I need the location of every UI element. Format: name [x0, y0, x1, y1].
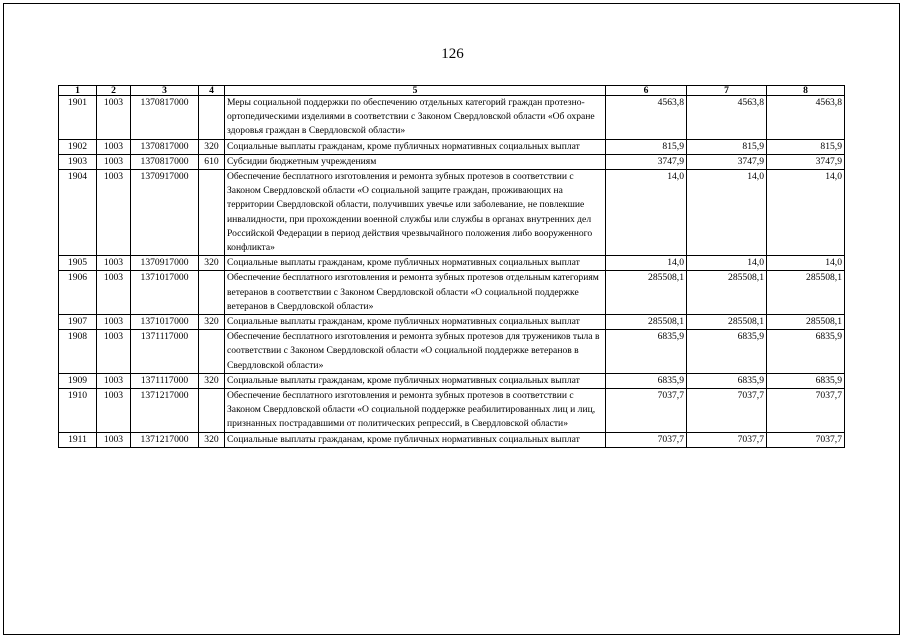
table-row — [59, 315, 845, 330]
amount-col-8: 7037,7 — [767, 389, 845, 433]
amount-col-7: 6835,9 — [687, 330, 767, 374]
amount-col-7: 14,0 — [687, 170, 767, 256]
expense-type-code — [199, 330, 225, 374]
table-row — [59, 256, 845, 271]
table-row — [59, 432, 845, 447]
amount-col-6: 3747,9 — [606, 154, 687, 169]
amount-col-6: 7037,7 — [606, 389, 687, 433]
column-header: 4 — [199, 86, 225, 96]
amount-col-7: 285508,1 — [687, 271, 767, 315]
amount-col-8: 6835,9 — [767, 330, 845, 374]
amount-col-6: 14,0 — [606, 170, 687, 256]
row-description: Социальные выплаты гражданам, кроме публичных нормативных социальных выплат — [225, 256, 606, 271]
row-description: Обеспечение бесплатного изготовления и ремонта зубных протезов для тружеников тыла в соответствии с Законом Свердловской области «О социальной поддержке ветеранов в Свердловской области» — [225, 330, 606, 374]
table-row — [59, 139, 845, 154]
section-code: 1003 — [97, 271, 131, 315]
target-article-code: 1371017000 — [131, 271, 199, 315]
amount-col-8: 7037,7 — [767, 432, 845, 447]
table-row — [59, 389, 845, 433]
column-header: 3 — [131, 86, 199, 96]
section-code: 1003 — [97, 154, 131, 169]
row-description: Социальные выплаты гражданам, кроме публичных нормативных социальных выплат — [225, 432, 606, 447]
section-code: 1003 — [97, 256, 131, 271]
row-description: Обеспечение бесплатного изготовления и ремонта зубных протезов отдельным категориям ветеранов в соответствии с Законом Свердловской области «О социальной поддержке ветеранов в Свердловской области» — [225, 271, 606, 315]
table-row — [59, 170, 845, 256]
expense-type-code — [199, 389, 225, 433]
column-header: 8 — [767, 86, 845, 96]
amount-col-8: 14,0 — [767, 256, 845, 271]
row-number: 1904 — [59, 170, 97, 256]
target-article-code: 1370817000 — [131, 139, 199, 154]
section-code: 1003 — [97, 96, 131, 140]
amount-col-7: 815,9 — [687, 139, 767, 154]
table-row — [59, 330, 845, 374]
amount-col-8: 285508,1 — [767, 315, 845, 330]
table-row — [59, 96, 845, 140]
section-code: 1003 — [97, 389, 131, 433]
amount-col-6: 4563,8 — [606, 96, 687, 140]
amount-col-7: 3747,9 — [687, 154, 767, 169]
row-number: 1903 — [59, 154, 97, 169]
target-article-code: 1371117000 — [131, 373, 199, 388]
row-description: Обеспечение бесплатного изготовления и ремонта зубных протезов в соответствии с Законом Свердловской области «О социальной поддержке реабилитированных лиц и лиц, признанных пострадавшими от политических репрессий, в Свердловской области» — [225, 389, 606, 433]
expense-type-code: 320 — [199, 315, 225, 330]
amount-col-6: 285508,1 — [606, 315, 687, 330]
target-article-code: 1371217000 — [131, 432, 199, 447]
amount-col-6: 6835,9 — [606, 330, 687, 374]
table-row — [59, 373, 845, 388]
amount-col-6: 6835,9 — [606, 373, 687, 388]
row-number: 1906 — [59, 271, 97, 315]
section-code: 1003 — [97, 170, 131, 256]
row-description: Социальные выплаты гражданам, кроме публичных нормативных социальных выплат — [225, 373, 606, 388]
target-article-code: 1370817000 — [131, 96, 199, 140]
row-description: Субсидии бюджетным учреждениям — [225, 154, 606, 169]
amount-col-8: 4563,8 — [767, 96, 845, 140]
target-article-code: 1371017000 — [131, 315, 199, 330]
expense-type-code — [199, 271, 225, 315]
target-article-code: 1370917000 — [131, 170, 199, 256]
amount-col-6: 285508,1 — [606, 271, 687, 315]
section-code: 1003 — [97, 330, 131, 374]
column-header: 7 — [687, 86, 767, 96]
table-row — [59, 271, 845, 315]
section-code: 1003 — [97, 373, 131, 388]
row-description: Меры социальной поддержки по обеспечению отдельных категорий граждан протезно-ортопедическими изделиями в соответствии с Законом Свердловской области «Об охране здоровья граждан в Свердловской области» — [225, 96, 606, 140]
section-code: 1003 — [97, 139, 131, 154]
column-header: 5 — [225, 86, 606, 96]
row-number: 1910 — [59, 389, 97, 433]
page-number: 126 — [441, 46, 464, 62]
amount-col-7: 14,0 — [687, 256, 767, 271]
amount-col-7: 7037,7 — [687, 389, 767, 433]
row-number: 1907 — [59, 315, 97, 330]
section-code: 1003 — [97, 432, 131, 447]
amount-col-8: 3747,9 — [767, 154, 845, 169]
amount-col-7: 7037,7 — [687, 432, 767, 447]
section-code: 1003 — [97, 315, 131, 330]
target-article-code: 1371117000 — [131, 330, 199, 374]
column-header: 1 — [59, 86, 97, 96]
amount-col-6: 14,0 — [606, 256, 687, 271]
row-description: Обеспечение бесплатного изготовления и ремонта зубных протезов в соответствии с Законом Свердловской области «О социальной защите граждан, проживающих на территории Свердловской области, получивших увечье или заболевание, не повлекшие инвалидности, при прохождении военной службы или службы в органах внутренних дел Российской Федерации в период действия чрезвычайного положения либо вооруженного конфликта» — [225, 170, 606, 256]
row-number: 1901 — [59, 96, 97, 140]
expense-type-code: 320 — [199, 373, 225, 388]
expense-type-code: 320 — [199, 256, 225, 271]
amount-col-7: 4563,8 — [687, 96, 767, 140]
row-description: Социальные выплаты гражданам, кроме публичных нормативных социальных выплат — [225, 139, 606, 154]
column-header: 6 — [606, 86, 687, 96]
amount-col-8: 815,9 — [767, 139, 845, 154]
target-article-code: 1370817000 — [131, 154, 199, 169]
column-header: 2 — [97, 86, 131, 96]
amount-col-6: 815,9 — [606, 139, 687, 154]
expense-type-code: 610 — [199, 154, 225, 169]
header-row — [59, 86, 845, 96]
row-number: 1905 — [59, 256, 97, 271]
row-number: 1911 — [59, 432, 97, 447]
amount-col-8: 6835,9 — [767, 373, 845, 388]
expense-type-code — [199, 96, 225, 140]
row-description: Социальные выплаты гражданам, кроме публичных нормативных социальных выплат — [225, 315, 606, 330]
expense-type-code — [199, 170, 225, 256]
expense-type-code: 320 — [199, 139, 225, 154]
amount-col-6: 7037,7 — [606, 432, 687, 447]
amount-col-8: 14,0 — [767, 170, 845, 256]
budget-table — [58, 85, 845, 448]
row-number: 1908 — [59, 330, 97, 374]
amount-col-7: 6835,9 — [687, 373, 767, 388]
table-row — [59, 154, 845, 169]
target-article-code: 1370917000 — [131, 256, 199, 271]
target-article-code: 1371217000 — [131, 389, 199, 433]
amount-col-7: 285508,1 — [687, 315, 767, 330]
amount-col-8: 285508,1 — [767, 271, 845, 315]
expense-type-code: 320 — [199, 432, 225, 447]
row-number: 1909 — [59, 373, 97, 388]
row-number: 1902 — [59, 139, 97, 154]
